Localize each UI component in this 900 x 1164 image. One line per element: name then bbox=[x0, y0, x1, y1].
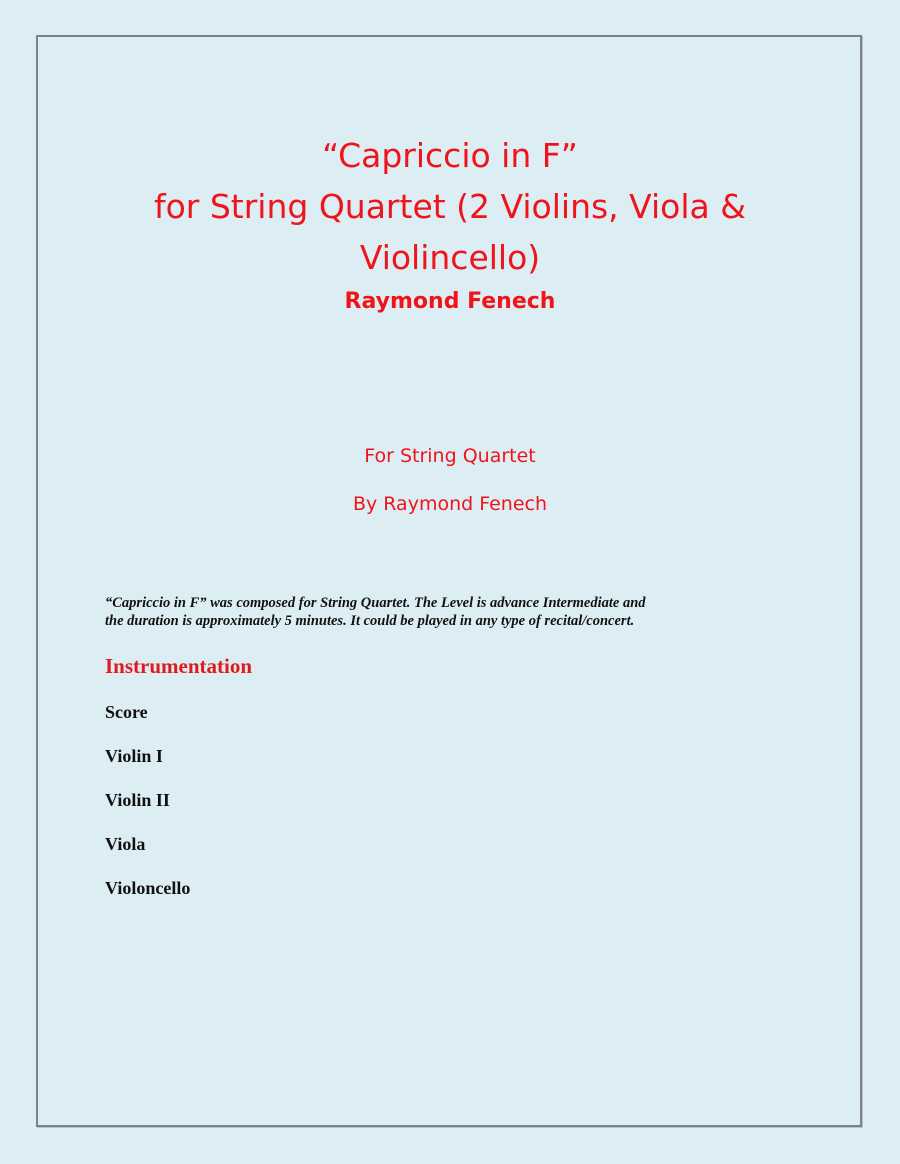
title-block bbox=[0, 130, 900, 317]
title-line-3: Violincello) bbox=[359, 238, 541, 277]
list-item-violoncello: Violoncello bbox=[105, 878, 191, 898]
ensemble-subtitle: For String Quartet bbox=[364, 445, 536, 467]
composer-name: Raymond Fenech bbox=[344, 289, 556, 314]
byline-subtitle: By Raymond Fenech bbox=[352, 493, 548, 515]
description-line-1: “Capriccio in F” was composed for String Quartet. The Level is advance Intermediate and bbox=[105, 595, 646, 611]
description-line-2: the duration is approximately 5 minutes. It could be played in any type of recital/concert. bbox=[105, 613, 635, 629]
instrumentation-list bbox=[105, 701, 190, 921]
list-item-violin-1: Violin I bbox=[105, 746, 163, 766]
title-line-2: for String Quartet (2 Violins, Viola & bbox=[153, 187, 746, 226]
list-item-viola: Viola bbox=[105, 834, 146, 854]
title-line-1: “Capriccio in F” bbox=[322, 136, 578, 175]
instrumentation-heading: Instrumentation bbox=[105, 654, 253, 678]
list-item-violin-2: Violin II bbox=[105, 790, 170, 810]
list-item-score: Score bbox=[105, 702, 148, 722]
description-paragraph bbox=[105, 594, 805, 630]
